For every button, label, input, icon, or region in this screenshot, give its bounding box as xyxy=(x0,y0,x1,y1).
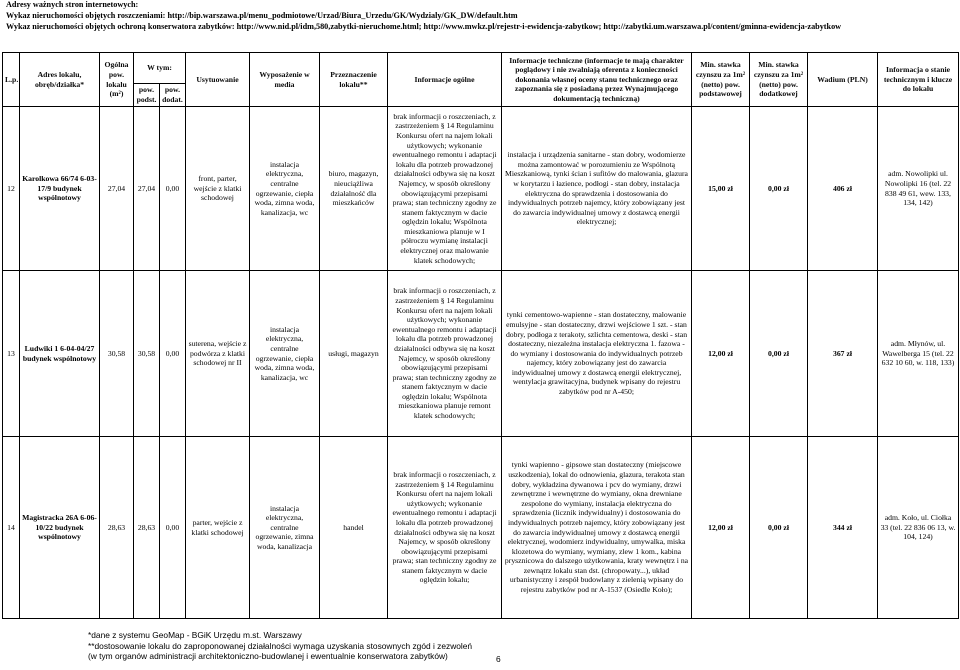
cell-stawka-podst: 12,00 zł xyxy=(692,437,750,619)
col-w-tym: W tym: xyxy=(134,53,186,84)
cell-przeznaczenie: biuro, magazyn, nieuciążliwa działalność dla mieszkańców xyxy=(320,107,388,271)
table-row xyxy=(3,437,959,619)
cell-wadium: 406 zł xyxy=(808,107,878,271)
lokale-table xyxy=(2,52,959,619)
cell-lp: 13 xyxy=(3,271,20,437)
col-pow-dodat: pow. dodat. xyxy=(160,84,186,107)
cell-informacje: brak informacji o roszczeniach, z zastrzeżeniem § 14 Regulaminu Konkursu ofert na najem lokali użytkowych; wykonanie ewentualnego remontu i adaptacji lokalu dla potrzeb prowadzonej działalności odbywa się na koszt Najemcy, w sposób określony obowiązującymi przepisami prawa; stan techniczny zgodny ze stanem faktycznym w dacie oględzin lokalu; xyxy=(388,437,502,619)
col-wadium: Wadium (PLN) xyxy=(808,53,878,107)
cell-usytuowanie: parter, wejście z klatki schodowej xyxy=(186,437,250,619)
cell-dodat: 0,00 xyxy=(160,271,186,437)
cell-wadium: 344 zł xyxy=(808,437,878,619)
cell-wadium: 367 zł xyxy=(808,271,878,437)
cell-stawka-podst: 12,00 zł xyxy=(692,271,750,437)
col-informacje: Informacje ogólne xyxy=(388,53,502,107)
col-lp: L.p. xyxy=(3,53,20,107)
cell-przeznaczenie: handel xyxy=(320,437,388,619)
cell-usytuowanie: suterena, wejście z podwórza z klatki schodowej nr II xyxy=(186,271,250,437)
table-header-row xyxy=(3,53,959,84)
cell-dodat: 0,00 xyxy=(160,107,186,271)
cell-lp: 12 xyxy=(3,107,20,271)
col-usytuowanie: Usytuowanie xyxy=(186,53,250,107)
cell-wyposazenie: instalacja elektryczna, centralne ogrzewanie, ciepła woda, zimna woda, kanalizacja, wc xyxy=(250,107,320,271)
cell-techniczne: instalacja i urządzenia sanitarne - stan dobry, wodomierze można zamontować w porozumieniu ze Wspólnotą Mieszkaniową, tynki ścian i sufitów do malowania, glazura w korytarzu i łazience, podłogi - stan dobry, instalacja elektryczna do sprawdzenia i dostosowania do indywidualnych potrzeb najemcy, który zobowiązany jest do zawarcia indywidualnej umowy z dostawcą energii elektrycznej; xyxy=(502,107,692,271)
cell-dodat: 0,00 xyxy=(160,437,186,619)
cell-podst: 30,58 xyxy=(134,271,160,437)
cell-klucze: adm. Młynów, ul. Wawelberga 15 (tel. 22 632 10 60, w. 118, 133) xyxy=(878,271,959,437)
cell-ogolna: 28,63 xyxy=(100,437,134,619)
cell-stawka-dodat: 0,00 zł xyxy=(750,271,808,437)
cell-informacje: brak informacji o roszczeniach, z zastrzeżeniem § 14 Regulaminu Konkursu ofert na najem lokali użytkowych; wykonanie ewentualnego remontu i adaptacji lokalu dla potrzeb prowadzonej działalności odbywa się na koszt Najemcy, w sposób określony obowiązującymi przepisami prawa; stan techniczny zgodny ze stanem faktycznym w dacie oględzin lokalu; Wspólnota mieszkaniowa planuje remont klatek schodowych; xyxy=(388,271,502,437)
col-ogolna: Ogólna pow. lokalu (m²) xyxy=(100,53,134,107)
footnote-geomap: *dane z systemu GeoMap - BGiK Urzędu m.st. Warszawy xyxy=(88,630,302,640)
col-pow-podst: pow. podst. xyxy=(134,84,160,107)
document-header xyxy=(6,0,956,32)
table-row xyxy=(3,107,959,271)
col-stawka-podst: Min. stawka czynszu za 1m² (netto) pow. podstawowej xyxy=(692,53,750,107)
cell-informacje: brak informacji o roszczeniach, z zastrzeżeniem § 14 Regulaminu Konkursu ofert na najem lokali użytkowych; wykonanie ewentualnego remontu i adaptacji lokalu dla potrzeb prowadzonej działalności odbywa się na koszt Najemcy, w sposób określony obowiązującymi przepisami prawa; stan techniczny zgodny ze stanem faktycznym w dacie oględzin lokalu; Wspólnota mieszkaniowa planuje w I półroczu wymianę instalacji elektrycznej oraz malowanie klatek schodowych; xyxy=(388,107,502,271)
cell-podst: 28,63 xyxy=(134,437,160,619)
header-line-2: Wykaz nieruchomości objętych roszczeniami: http://bip.warszawa.pl/menu_podmiotowe/Urzad/Biura_Urzedu/GK/Wydzialy/GK_DW/default.htm xyxy=(6,10,518,20)
cell-podst: 27,04 xyxy=(134,107,160,271)
col-techniczne: Informacje techniczne (informacje te mają charakter poglądowy i nie zwalniają oferenta z konieczności dokonania własnej oceny stanu technicznego oraz zapoznania się z posiadaną przez Wynajmującego dokumentacją techniczną) xyxy=(502,53,692,107)
col-stawka-dodat: Min. stawka czynszu za 1m² (netto) pow. dodatkowej xyxy=(750,53,808,107)
cell-stawka-dodat: 0,00 zł xyxy=(750,437,808,619)
footnotes xyxy=(88,630,472,662)
cell-klucze: adm. Nowolipki ul. Nowolipki 16 (tel. 22 838 49 61, wew. 133, 134, 142) xyxy=(878,107,959,271)
header-line-1: Adresy ważnych stron internetowych: xyxy=(6,0,139,9)
col-klucze: Informacja o stanie technicznym i klucze do lokalu xyxy=(878,53,959,107)
page-number: 6 xyxy=(496,654,501,664)
col-przeznaczenie: Przeznaczenie lokalu** xyxy=(320,53,388,107)
cell-klucze: adm. Koło, ul. Ciołka 33 (tel. 22 836 06 13, w. 104, 124) xyxy=(878,437,959,619)
footnote-zezwolenia: **dostosowanie lokalu do zaproponowanej działalności wymaga uzyskania stosownych zgód i zezwoleń xyxy=(88,640,473,651)
cell-usytuowanie: front, parter, wejście z klatki schodowej xyxy=(186,107,250,271)
cell-wyposazenie: instalacja elektryczna, centralne ogrzewanie, zimna woda, kanalizacja xyxy=(250,437,320,619)
header-line-3: Wykaz nieruchomości objętych ochroną konserwatora zabytków: http://www.nid.pl/idm,580,zabytki-nieruchome.html; http://www.mwkz.pl/rejestr-i-ewidencja-zabytkow; http://zabytki.um.warszawa.pl/content/gminna-ewidencja-zabytkow xyxy=(6,21,842,31)
cell-ogolna: 27,04 xyxy=(100,107,134,271)
col-adres: Adres lokalu, obręb/działka* xyxy=(20,53,100,107)
cell-techniczne: tynki wapienno - gipsowe stan dostateczny (miejscowe uszkodzenia), lokal do odnowienia, glazura, terakota stan dobry, wykładzina dywanowa i pcv do wymiany, drzwi zewnętrzne i wewnętrzne do wymiany, okna drewniane zespolone do wymiany, instalacja elektryczna do sprawdzenia (licznik indywidualny) i dostosowania do indywidualnych potrzeb najemcy, który zobowiązany jest do zawarcia indywidualnej umowy z dostawcą energii elektrycznej, wodomierz indywidualny, umywalka, miska klozetowa do wymiany, wymiany, zlew 1 kom., kabina prysznicowa do dalszego użytkowania, kraty wewnętrz i na zewnątrz lokalu stan dst. (chropowaty...), układ urbanistyczny i zespół budowlany z zielenią wpisany do rejestru zabytków pod nr A-1537 (Osiedle Koło); xyxy=(502,437,692,619)
cell-wyposazenie: instalacja elektryczna, centralne ogrzewanie, ciepła woda, zimna woda, kanalizacja, wc xyxy=(250,271,320,437)
cell-ogolna: 30,58 xyxy=(100,271,134,437)
cell-techniczne: tynki cementowo-wapienne - stan dostateczny, malowanie emulsyjne - stan dostateczny, drzwi wejściowe 1 szt. - stan dobry, podłoga z terakoty, szlichta cementowa, deski - stan dostateczny, niezależna instalacja elektryczna 1. fazowa - do wymiany i dostosowania do indywidualnych potrzeb najemcy, który zobowiązany jest do zawarcia indywidualnej umowy z dostawcą energii elektrycznej, wentylacja grawitacyjna, budynek wpisany do rejestru zabytków pod nr A-450; xyxy=(502,271,692,437)
cell-adres: Karolkowa 66/74 6-03-17/9 budynek wspólnotowy xyxy=(20,107,100,271)
cell-lp: 14 xyxy=(3,437,20,619)
cell-adres: Ludwiki 1 6-04-04/27 budynek wspólnotowy xyxy=(20,271,100,437)
table-row xyxy=(3,271,959,437)
col-wyposazenie: Wyposażenie w media xyxy=(250,53,320,107)
cell-stawka-dodat: 0,00 zł xyxy=(750,107,808,271)
cell-stawka-podst: 15,00 zł xyxy=(692,107,750,271)
cell-adres: Magistracka 26A 6-06-10/22 budynek wspólnotowy xyxy=(20,437,100,619)
footnote-organy: (w tym organów administracji architektoniczno-budowlanej i ewentualnie konserwatora zabytków) xyxy=(88,651,448,661)
cell-przeznaczenie: usługi, magazyn xyxy=(320,271,388,437)
